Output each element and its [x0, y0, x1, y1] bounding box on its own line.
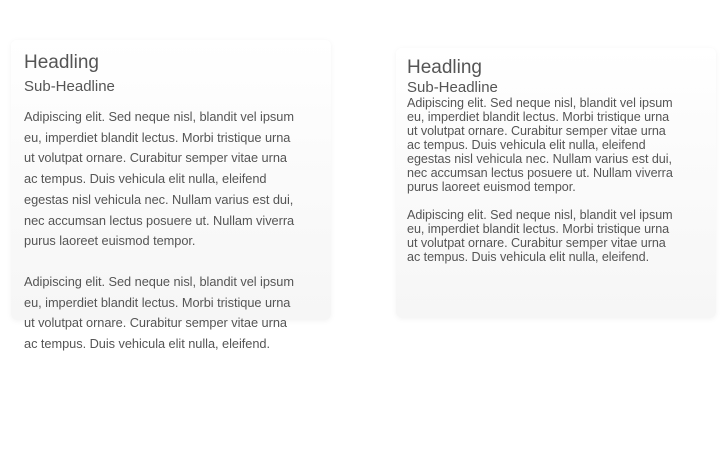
- left-paragraph-1: [24, 107, 314, 252]
- left-p2-line: eu, imperdiet blandit lectus. Morbi tristique urna: [24, 294, 291, 310]
- right-subheadline: Sub-Headline: [407, 79, 498, 96]
- right-text-block: [407, 56, 697, 264]
- left-p1-line: egestas nisl vehicula nec. Nullam varius est dui,: [24, 191, 294, 207]
- right-p2-line: eu, imperdiet blandit lectus. Morbi tristique urna: [407, 222, 670, 236]
- right-p1-line: nec accumsan lectus posuere ut. Nullam viverra: [407, 166, 673, 180]
- left-p1-line: purus laoreet euismod tempor.: [24, 233, 196, 249]
- right-paragraph-2: [407, 208, 697, 264]
- left-p2-line: ut volutpat ornare. Curabitur semper vitae urna: [24, 315, 287, 331]
- right-p2-line: ac tempus. Duis vehicula elit nulla, eleifend.: [407, 250, 650, 264]
- left-headline: Headling: [24, 52, 99, 73]
- left-p1-line: eu, imperdiet blandit lectus. Morbi tristique urna: [24, 129, 291, 145]
- right-paragraph-1: [407, 96, 697, 194]
- left-paragraph-2: [24, 272, 314, 355]
- right-p1-line: eu, imperdiet blandit lectus. Morbi tristique urna: [407, 110, 670, 124]
- right-p2-line: ut volutpat ornare. Curabitur semper vitae urna: [407, 236, 666, 250]
- right-headline: Headling: [407, 57, 482, 78]
- left-p1-line: ac tempus. Duis vehicula elit nulla, eleifend: [24, 171, 267, 187]
- left-p1-line: nec accumsan lectus posuere ut. Nullam viverra: [24, 212, 295, 228]
- right-p1-line: egestas nisl vehicula nec. Nullam varius est dui,: [407, 152, 672, 166]
- left-p2-line: ac tempus. Duis vehicula elit nulla, eleifend.: [24, 336, 270, 352]
- right-p1-line: purus laoreet euismod tempor.: [407, 180, 576, 194]
- right-p1-line: ut volutpat ornare. Curabitur semper vitae urna: [407, 124, 666, 138]
- left-p1-line: Adipiscing elit. Sed neque nisl, blandit vel ipsum: [24, 109, 294, 124]
- right-p2-line: Adipiscing elit. Sed neque nisl, blandit vel ipsum: [407, 208, 673, 222]
- right-p1-line: Adipiscing elit. Sed neque nisl, blandit vel ipsum: [407, 96, 673, 110]
- left-text-block: [24, 51, 314, 355]
- left-subheadline: Sub-Headline: [24, 78, 115, 95]
- left-p1-line: ut volutpat ornare. Curabitur semper vitae urna: [24, 150, 287, 166]
- right-p1-line: ac tempus. Duis vehicula elit nulla, eleifend: [407, 138, 646, 152]
- left-p2-line: Adipiscing elit. Sed neque nisl, blandit vel ipsum: [24, 273, 294, 289]
